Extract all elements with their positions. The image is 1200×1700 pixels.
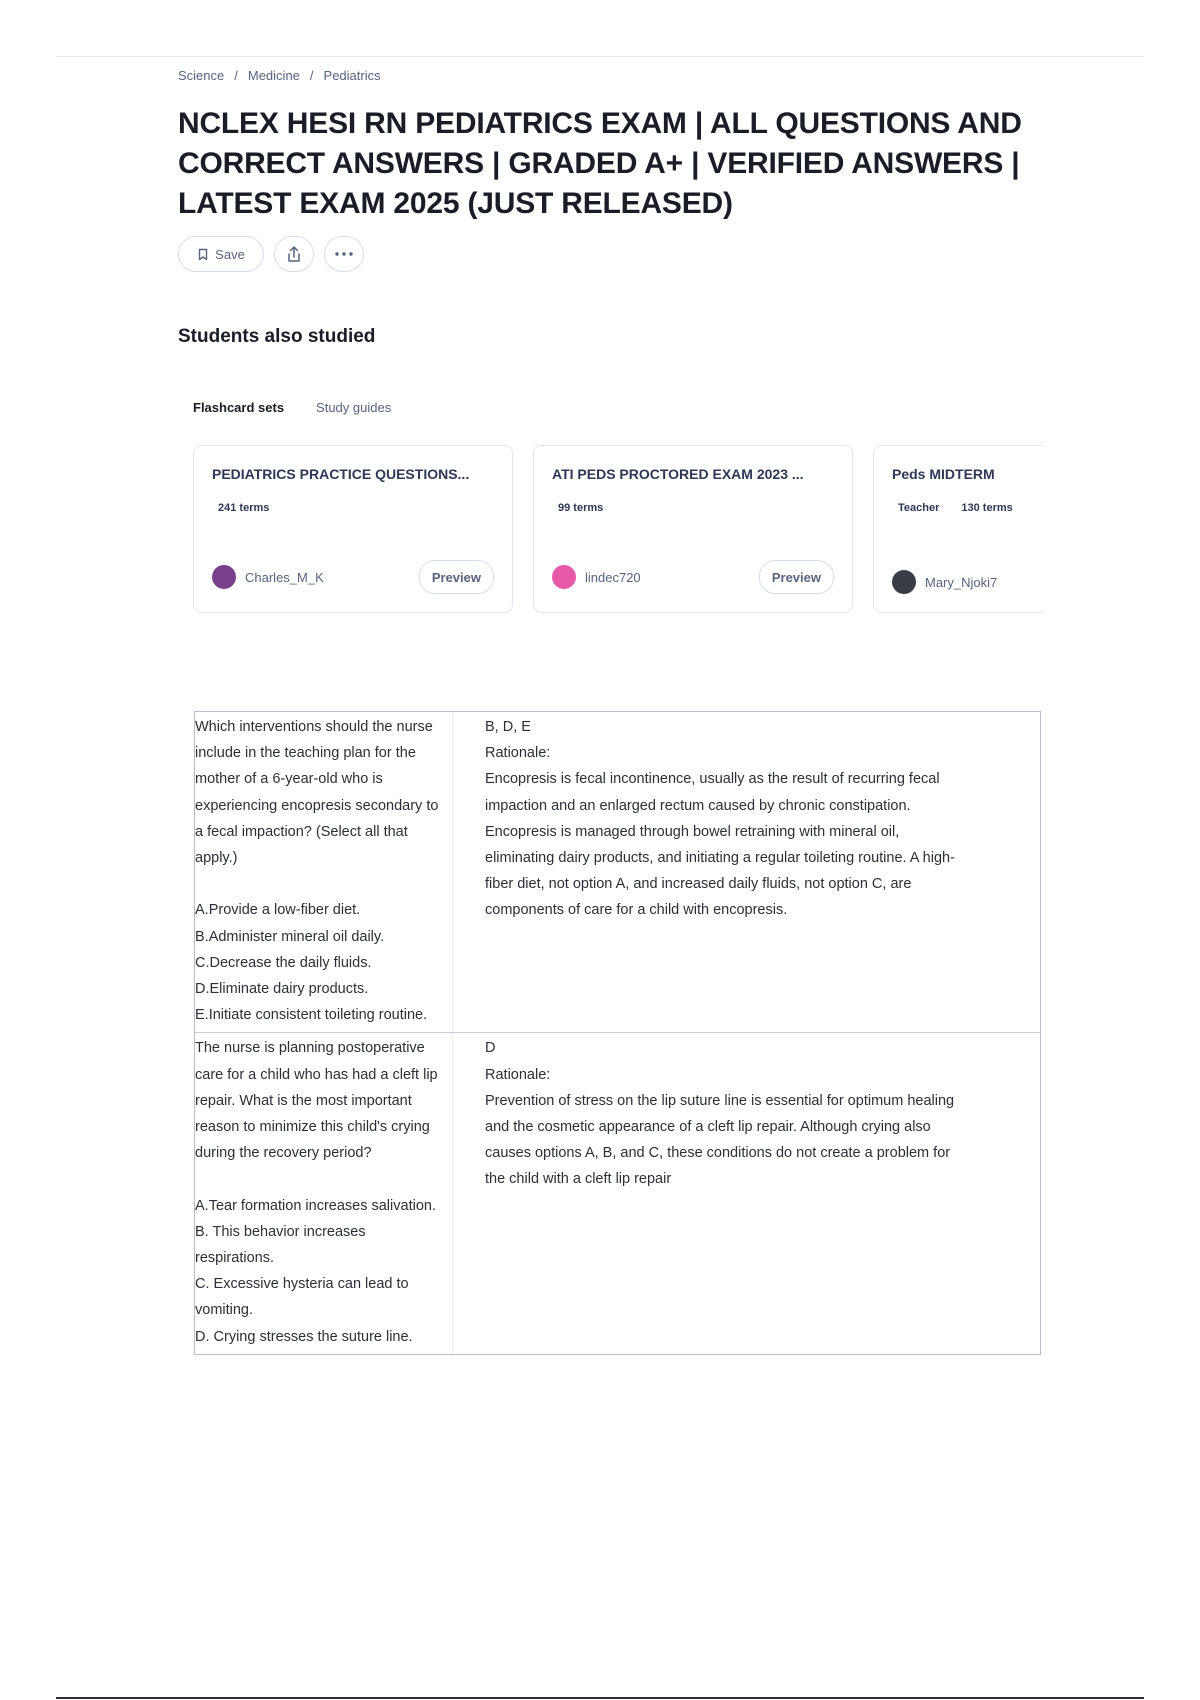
answer-cell — [453, 712, 1040, 1032]
study-set-card[interactable] — [193, 445, 513, 613]
breadcrumb-science[interactable]: Science — [178, 68, 225, 83]
teacher-badge: Teacher — [898, 502, 940, 514]
rationale-label: Rationale: — [485, 745, 551, 762]
table-row — [195, 1032, 1040, 1353]
tab-study-guides[interactable]: Study guides — [316, 400, 392, 415]
tab-flashcard-sets[interactable]: Flashcard sets — [193, 400, 285, 415]
card-meta — [552, 502, 834, 514]
ellipsis-icon — [335, 252, 353, 256]
card-title[interactable]: PEDIATRICS PRACTICE QUESTIONS... — [212, 466, 470, 482]
save-label: Save — [215, 246, 245, 262]
question-cell: The nurse is planning postoperative care for a child who has had a cleft lip repair. What is the most important reason to minimize this child's crying during the recovery period? A.Tear formation increases salivation. B. This behavior increases respirations. C. Excessive hysteria can lead to vomiting. D. Crying stresses the suture line. — [195, 1033, 453, 1353]
avatar — [892, 570, 916, 594]
breadcrumb-pediatrics[interactable]: Pediatrics — [323, 68, 381, 83]
study-tabs — [193, 400, 391, 415]
author-name: lindec720 — [585, 569, 641, 585]
card-title[interactable]: Peds MIDTERM — [892, 466, 995, 482]
answer-cell — [453, 1033, 1040, 1353]
share-button[interactable] — [274, 236, 314, 272]
set-actions — [178, 236, 364, 272]
rationale-label: Rationale: — [485, 1066, 551, 1083]
card-author[interactable] — [212, 565, 324, 589]
card-meta — [892, 502, 1043, 514]
avatar — [552, 565, 576, 589]
rationale-text: Encopresis is fecal incontinence, usually as the result of recurring fecal impaction and an enlarged rectum caused by chronic constipation. Encopresis is managed through bowel retraining with mineral oil, eliminating dairy products, and initiating a regular toileting routine. A high-fiber diet, not option A, and increased daily fluids, not option C, are components of care for a child with encopresis. — [485, 771, 955, 919]
top-divider — [56, 56, 1144, 57]
breadcrumb-separator: / — [309, 68, 314, 83]
card-author[interactable] — [552, 565, 641, 589]
bottom-divider — [56, 1697, 1144, 1699]
card-footer — [552, 560, 834, 594]
card-title[interactable]: ATI PEDS PROCTORED EXAM 2023 ... — [552, 466, 804, 482]
share-icon — [286, 245, 302, 263]
breadcrumb-medicine[interactable]: Medicine — [247, 68, 300, 83]
study-set-card[interactable] — [873, 445, 1043, 613]
card-meta — [212, 502, 494, 514]
card-author[interactable] — [892, 570, 997, 594]
breadcrumb — [178, 68, 381, 83]
qa-table — [194, 711, 1041, 1355]
save-button[interactable] — [178, 236, 264, 272]
breadcrumb-separator: / — [234, 68, 238, 83]
page-title: NCLEX HESI RN PEDIATRICS EXAM | ALL QUESTIONS AND CORRECT ANSWERS | GRADED A+ | VERIFIED ANSWERS | LATEST EXAM 2025 (JUST RELEASED) — [178, 107, 1022, 220]
cards-carousel — [193, 445, 1043, 615]
card-footer — [212, 560, 494, 594]
author-name: Charles_M_K — [245, 569, 324, 585]
author-name: Mary_Njoki7 — [925, 574, 998, 590]
answer-key: B, D, E — [485, 719, 531, 735]
terms-count: 99 terms — [558, 502, 604, 514]
bookmark-icon — [197, 248, 209, 261]
avatar — [212, 565, 236, 589]
table-row — [195, 712, 1040, 1032]
study-set-card[interactable] — [533, 445, 853, 613]
terms-count: 241 terms — [218, 502, 270, 514]
preview-button[interactable]: Preview — [419, 560, 494, 594]
terms-count: 130 terms — [961, 502, 1013, 514]
preview-button[interactable]: Preview — [759, 560, 834, 594]
question-cell: Which interventions should the nurse include in the teaching plan for the mother of a 6-year-old who is experiencing encopresis secondary to a fecal impaction? (Select all that apply.) A.Provide a low-fiber diet. B.Administer mineral oil daily. C.Decrease the daily fluids. D.Eliminate dairy products. E.Initiate consistent toileting routine. — [195, 712, 453, 1032]
answer-key: D — [485, 1040, 496, 1057]
card-footer — [892, 570, 1043, 594]
more-options-button[interactable] — [324, 236, 364, 272]
students-also-studied-heading: Students also studied — [178, 326, 376, 347]
rationale-text: Prevention of stress on the lip suture line is essential for optimum healing and the cosmetic appearance of a cleft lip repair. Although crying also causes options A, B, and C, these conditions do not create a problem for the child with a cleft lip repair — [485, 1092, 955, 1188]
